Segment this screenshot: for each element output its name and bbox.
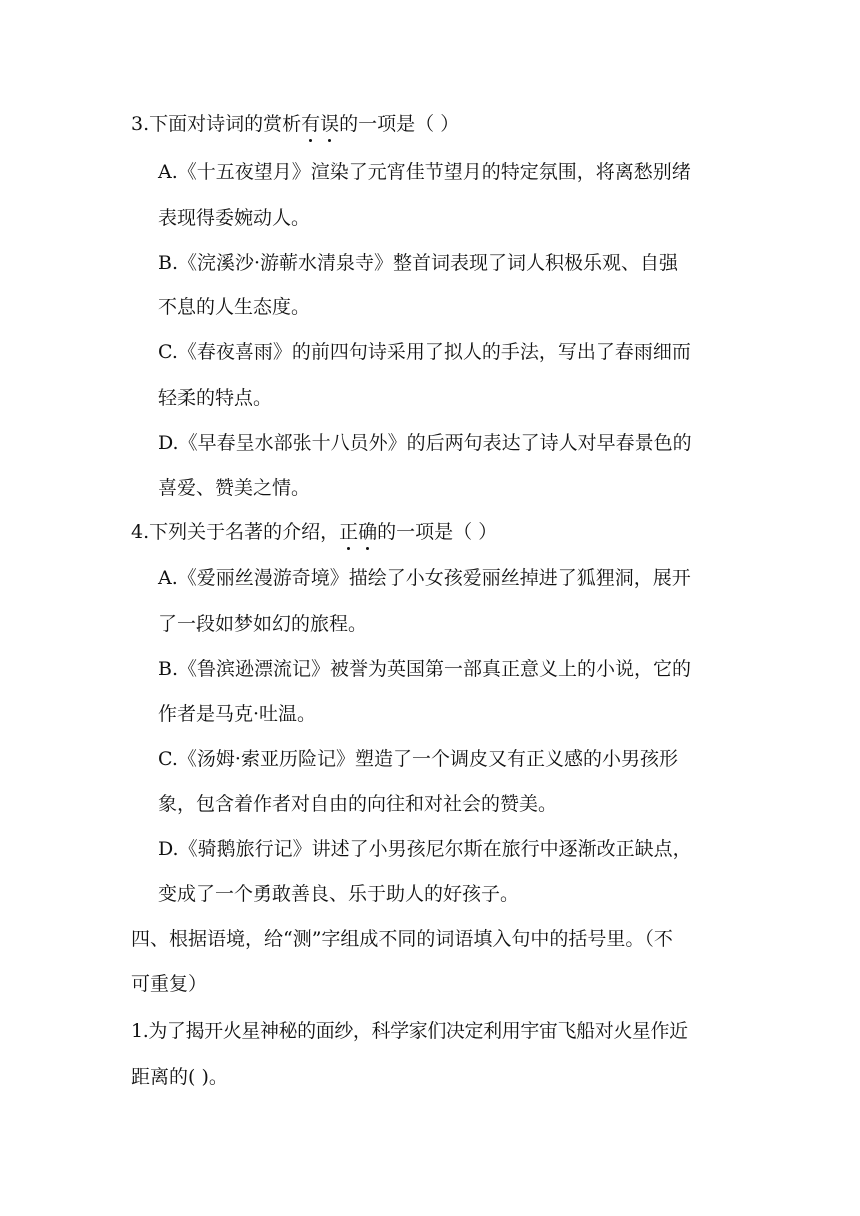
question-4-stem xyxy=(131,520,497,544)
question-3-option-c-line-1: C.《春夜喜雨》的前四句诗采用了拟人的手法，写出了春雨细而 xyxy=(158,341,691,363)
emphasis-dot-char: 误 xyxy=(320,113,340,135)
section-4-title-line-1: 四、根据语境，给“测”字组成不同的词语填入句中的括号里。（不 xyxy=(131,928,673,950)
question-4-option-c-line-1: C.《汤姆·索亚历险记》塑造了一个调皮又有正义感的小男孩形 xyxy=(158,748,678,770)
question-3-stem-end: 的一项是（ ） xyxy=(339,113,460,135)
emphasis-dot-char: 确 xyxy=(358,521,378,543)
section-4-question-1-line-2: 距离的( )。 xyxy=(131,1066,228,1088)
question-4-stem-end: 的一项是（ ） xyxy=(377,521,498,543)
question-4-stem-start: 4.下列关于名著的介绍， xyxy=(131,521,340,543)
question-3-option-c-line-2: 轻柔的特点。 xyxy=(158,387,273,409)
question-4-option-a-line-2: 了一段如梦如幻的旅程。 xyxy=(158,613,368,635)
section-4-title-line-2: 可重复） xyxy=(131,973,208,995)
question-4-option-d-line-2: 变成了一个勇敢善良、乐于助人的好孩子。 xyxy=(158,883,520,905)
question-3-option-a-line-1: A.《十五夜望月》渲染了元宵佳节望月的特定氛围，将离愁别绪 xyxy=(158,161,691,183)
question-3-option-d-line-2: 喜爱、赞美之情。 xyxy=(158,477,311,499)
question-4-option-a-line-1: A.《爱丽丝漫游奇境》描绘了小女孩爱丽丝掉进了狐狸洞，展开 xyxy=(158,567,691,589)
question-3-option-d-line-1: D.《早春呈水部张十八员外》的后两句表达了诗人对早春景色的 xyxy=(158,432,692,454)
question-4-option-b-line-2: 作者是马克·吐温。 xyxy=(158,703,317,725)
question-3-stem-start: 3.下面对诗词的赏析 xyxy=(131,113,302,135)
question-3-option-a-line-2: 表现得委婉动人。 xyxy=(158,207,311,229)
emphasis-dot-char: 有 xyxy=(301,113,321,135)
question-3-stem xyxy=(131,112,459,136)
section-4-question-1-line-1: 1.为了揭开火星神秘的面纱，科学家们决定利用宇宙飞船对火星作近 xyxy=(131,1020,688,1042)
question-3-option-b-line-2: 不息的人生态度。 xyxy=(158,296,311,318)
question-4-option-b-line-1: B.《鲁滨逊漂流记》被誉为英国第一部真正意义上的小说，它的 xyxy=(158,658,692,680)
question-3-option-b-line-1: B.《浣溪沙·游蕲水清泉寺》整首词表现了词人积极乐观、自强 xyxy=(158,252,679,274)
question-4-option-d-line-1: D.《骑鹅旅行记》讲述了小男孩尼尔斯在旅行中逐渐改正缺点， xyxy=(158,838,692,860)
emphasis-dot-char: 正 xyxy=(339,521,359,543)
question-4-option-c-line-2: 象，包含着作者对自由的向往和对社会的赞美。 xyxy=(158,793,558,815)
